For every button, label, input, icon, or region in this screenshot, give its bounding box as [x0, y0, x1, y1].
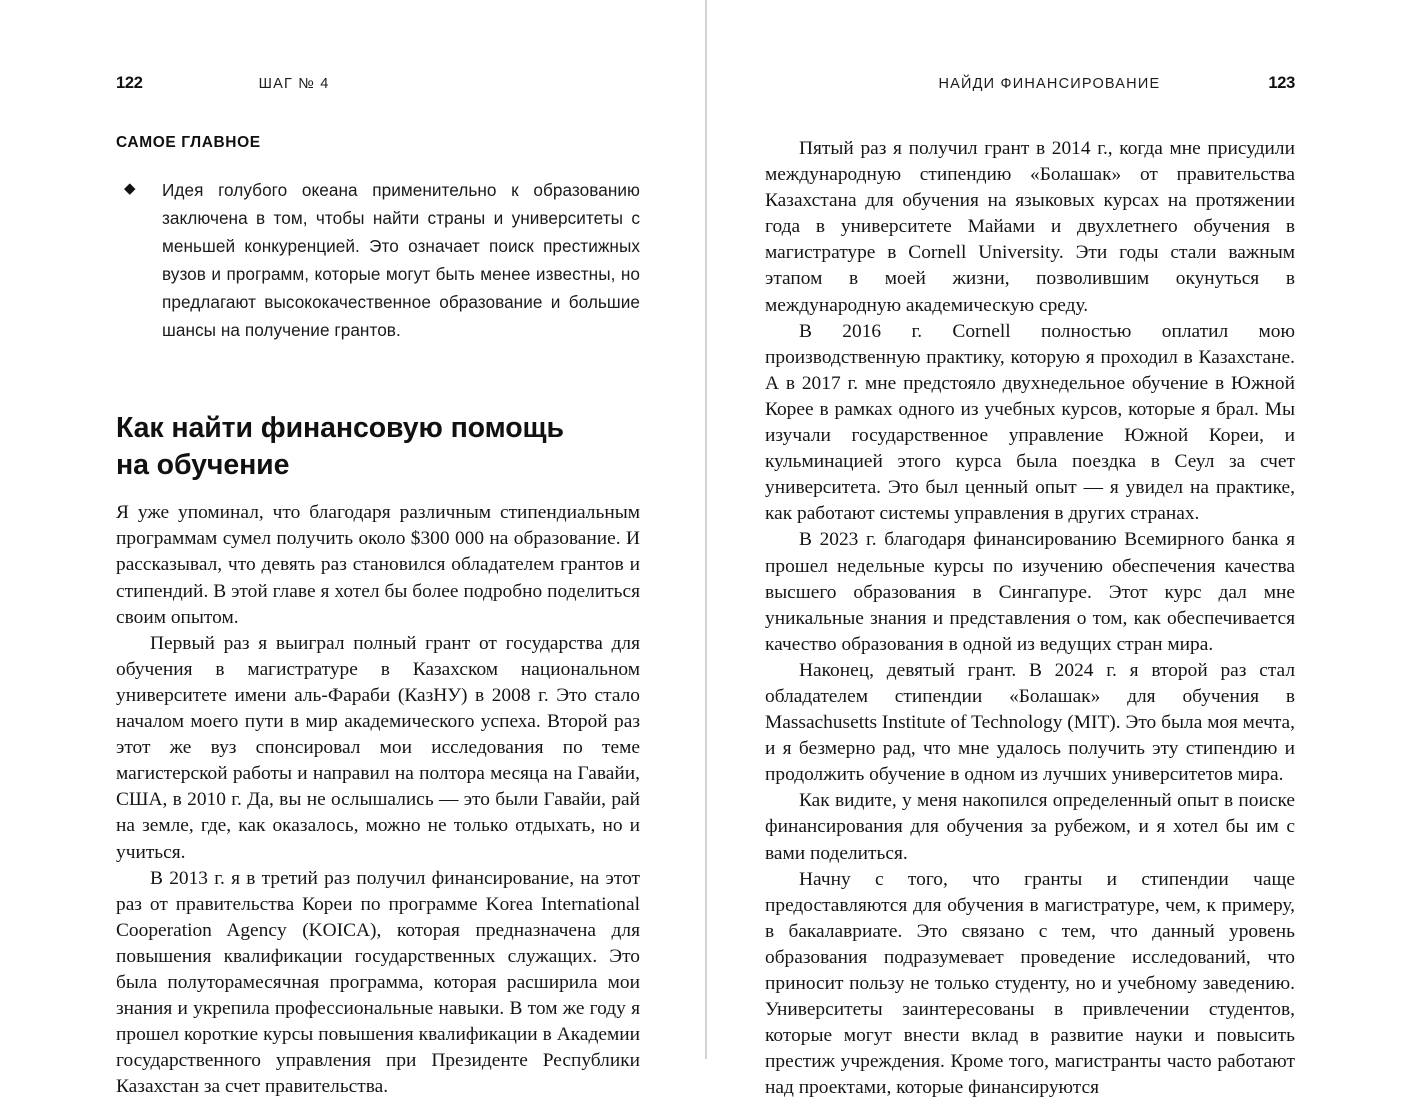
paragraph: Как видите, у меня накопился определенный опыт в поиске финансирования для обучения за рубежом, и я хотел бы им с вами поделиться.	[765, 790, 1295, 864]
left-running-title: ШАГ № 4	[258, 76, 330, 92]
diamond-bullet-icon: ◆	[124, 180, 136, 197]
paragraph: В 2023 г. благодаря финансированию Всемирного банка я прошел недельные курсы по изучению обеспечения качества высшего образования в Сингапуре. Этот курс дал мне уникальные знания и представления о том, как обеспечивается качество образования в одной из ведущих стран мира.	[765, 529, 1295, 655]
right-page	[705, 0, 1410, 1099]
paragraph: Наконец, девятый грант. В 2024 г. я второй раз стал обладателем стипендии «Болашак» для обучения в Massachusetts Institute of Technology (MIT). Это была моя мечта, и я безмерно рад, что мне удалось получить эту стипендию и продолжить обучение в одном из лучших университетов мира.	[765, 659, 1295, 786]
left-running-head	[116, 74, 640, 104]
paragraph: Пятый раз я получил грант в 2014 г., когда мне присудили международную стипендию «Болашак» от правительства Казахстана для обучения на языковых курсах на протяжении года в университете Майами и двухлетнего обучения в магистратуре в Cornell University. Эти годы стали важным этапом в моей жизни, позволившим окунуться в международную академическую среду.	[765, 138, 1295, 316]
paragraph: В 2013 г. я в третий раз получил финансирование, на этот раз от правительства Кореи по программе Korea International Cooperation Agency (KOICA), которая предназначена для повышения квалификации государственных служащих. Это была полуторамесячная программа, которая расширила мои знания и укрепила профессиональные навыки. В том же году я прошел короткие курсы повышения квалификации в Академии государственного управления при Президенте Республики Казахстан за счет правительства.	[116, 867, 640, 1098]
right-running-head	[765, 74, 1295, 104]
section-heading	[116, 410, 640, 484]
paragraph: Я уже упоминал, что благодаря различным стипендиальным программам сумел получить около $300 000 на образование. И рассказывал, что девять раз становился обладателем грантов и стипендий. В этой главе я хотел бы более подробно поделиться своим опытом.	[116, 502, 640, 628]
section-heading-line-2: на обучение	[116, 449, 290, 482]
right-page-body	[765, 136, 1295, 1101]
callout-list	[116, 176, 640, 344]
key-takeaway-callout	[116, 134, 640, 344]
left-page-body	[116, 500, 640, 1100]
paragraph: Начну с того, что гранты и стипендии чаще предоставляются для обучения в магистратуре, чем, к примеру, в бакалавриате. Это связано с тем, что данный уровень образования подразумевает проведение исследований, что приносит пользу не только студенту, но и учебному заведению. Университеты заинтересованы в привлечении студентов, которые могут внести вклад в развитие науки и повысить престиж учреждения. Кроме того, магистранты часто работают над проектами, которые финансируются	[765, 868, 1295, 1099]
right-running-title: НАЙДИ ФИНАНСИРОВАНИЕ	[938, 76, 1161, 92]
list-item	[116, 176, 640, 344]
paragraph: Первый раз я выиграл полный грант от государства для обучения в магистратуре в Казахском национальном университете имени аль-Фараби (КазНУ) в 2008 г. Это стало началом моего пути в мир академического успеха. Второй раз этот же вуз спонсировал мои исследования по теме магистерской работы и направил на полтора месяца на Гавайи, США, в 2010 г. Да, вы не ослышались — это были Гавайи, рай на земле, где, как оказалось, можно не только отдыхать, но и учиться.	[116, 632, 640, 863]
left-page	[0, 0, 705, 1098]
callout-item-text: Идея голубого океана применительно к образованию заключена в том, чтобы найти страны и университеты с меньшей конкуренцией. Это означает поиск престижных вузов и программ, которые могут быть менее известны, но предлагают высококачественное образование и большие шансы на получение грантов.	[162, 180, 640, 341]
paragraph: В 2016 г. Cornell полностью оплатил мою производственную практику, которую я проходил в Казахстане. А в 2017 г. мне предстояло двухнедельное обучение в Южной Корее в рамках одного из учебных курсов, которые я брал. Мы изучали государственное управление Южной Кореи, и кульминацией этого курса была поездка в Сеул за счет университета. Это был ценный опыт — я увидел на практике, как работают системы управления в других странах.	[765, 320, 1295, 525]
left-page-number: 122	[116, 74, 143, 92]
section-heading-line-1: Как найти финансовую помощь	[116, 412, 564, 445]
right-page-number: 123	[1268, 74, 1295, 92]
callout-title: САМОЕ ГЛАВНОЕ	[116, 134, 261, 151]
